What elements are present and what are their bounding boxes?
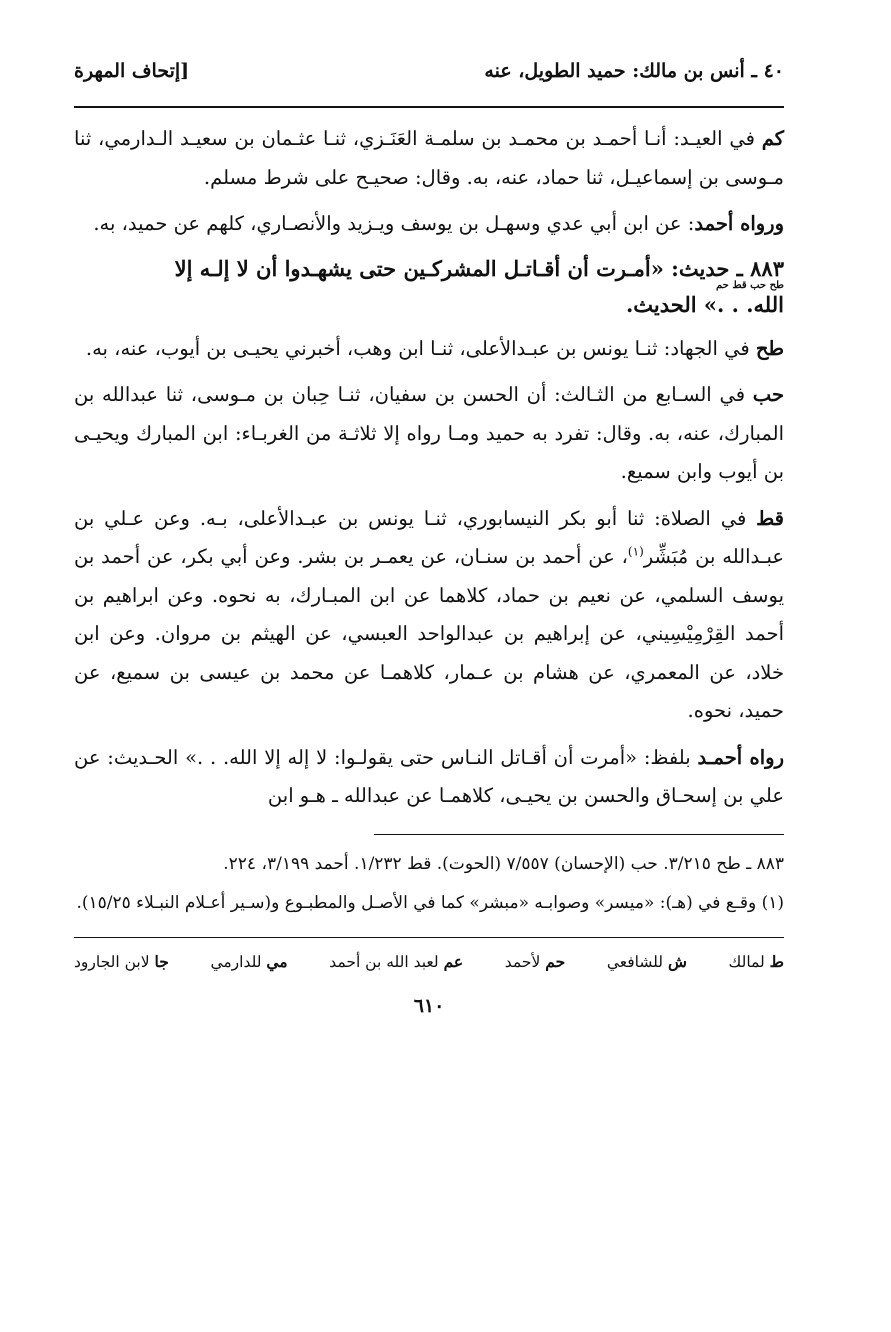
paragraph-ahmad [74,205,784,244]
running-header [74,60,784,106]
chapter-title: ٤٠ ـ أنس بن مالك: حميد الطويل، عنه [484,60,784,82]
paragraph-text: في السـابع من الثـالث: أن الحسن بن سفيان، ثنـا حِبان بن مـوسى، ثنا عبدالله بن المبارك، عنه، به. وقال: تفرد به حميد ومـا رواه إلا ثلاثـة من الغربـاء: ابن المبارك ويحيـى بن أيوب وابن سميع. [74,383,784,483]
paragraph-text: ، عن أحمد بن سنـان، عن يعمـر بن بشر. وعن أبي بكر، عن أحمد بن يوسف السلمي، عن نعيم بن حماد، كلاهما عن ابن المبـارك، به نحوه. وعن ابراهيم بن أحمد القِرْمِيْسِيني، عن إبراهيم بن عبدالواحد العبسي، عن الهيثم بن مروان. وعن ابن خلاد، عن المعمري، عن هشام بن عـمار، كلاهمـا عن محمد بن عيسى بن سميع، عن حميد، نحوه. [74,545,784,722]
page-number: ٦١٠ [413,994,445,1017]
paragraph-tah [74,330,784,369]
abbreviation-legend [74,952,784,971]
legend-item: حم لأحمد [504,951,566,971]
book-title: [إتحاف المهرة [74,60,190,82]
header-divider [74,106,784,108]
legend-item: مي للدارمي [210,951,288,971]
hadith-line-1: ٨٨٣ ـ حديث: «أمـرت أن أقـاتـل المشركـين حتى يشهـدوا أن لا إلـه إلا [174,255,784,281]
hadith-sources: طح حب قط حم [716,279,784,291]
source-code: ورواه أحمد [694,212,784,235]
footnote-divider-wrap [374,834,784,835]
legend-item: ش للشافعي [606,951,687,971]
source-code: حب [752,383,784,406]
paragraph-hib [74,376,784,492]
legend-item: عم لعبد الله بن أحمد [329,951,464,971]
paragraph-qut [74,500,784,731]
main-text [74,120,784,816]
paragraph-text: في العيـد: أنـا أحمـد بن محمـد بن سلمـة العَنَـزي، ثنـا عثـمان بن سعيـد الـدارمي، ثنا مـوسى بن إسماعيـل، ثنا حماد، عنه، به. وقال: صحيـح على شرط مسلم. [74,127,784,189]
source-code: رواه أحمـد [697,745,784,769]
legend-divider [74,937,784,938]
legend-item: ط لمالك [728,951,784,971]
paragraph-text: في الصلاة: ثنا أبو بكر النيسابوري، ثنـا يونس بن عبـدالأعلى، بـه. وعن عـلي بن عبـدالله بن مُبَشِّر [74,506,785,568]
footnote-references: ٨٨٣ ـ طح ٣/٢١٥. حب (الإحسان) ٧/٥٥٧ (الحوت). قط ١/٢٣٢. أحمد ٣/١٩٩، ٢٢٤. [223,853,784,874]
book-page [74,60,784,1017]
paragraph-text: في الجهاد: ثنـا يونس بن عبـدالأعلى، ثنـا ابن وهب، أخبرني يحيـى بن أيوب، عنه، به. [85,336,756,360]
footnotes [74,849,784,919]
paragraph-text: بلفظ: «أمرت أن أقـاتل النـاس حتى يقولـوا: لا إله إلا الله. . .» الحـديث: عن علي بن إسحـاق والحسن بن يحيـى، كلاهمـا عن عبدالله ـ هـو ابن [74,745,784,807]
hadith-line-2: الله. . .» الحديث. [625,291,784,317]
footnote-marker: (١) [627,544,644,559]
hadith-heading [74,252,784,322]
paragraph-text: : عن ابن أبي عدي وسهـل بن يوسف ويـزيد والأنصـاري، كلهم عن حميد، به. [93,212,695,235]
footnote-1: (١) وقـع في (هـ): «ميسر» وصوابـه «مبشر» كما في الأصـل والمطبـوع و(سـير أعـلام النبـلاء ١٥/٢٥). [76,892,784,913]
paragraph-kam [74,120,784,197]
source-code: قط [756,506,784,530]
legend-item: جا لابن الجارود [74,951,169,971]
paragraph-rawah [74,739,784,816]
source-code: كم [761,127,784,150]
footnote-divider [374,834,784,835]
source-code: طح [755,336,784,360]
